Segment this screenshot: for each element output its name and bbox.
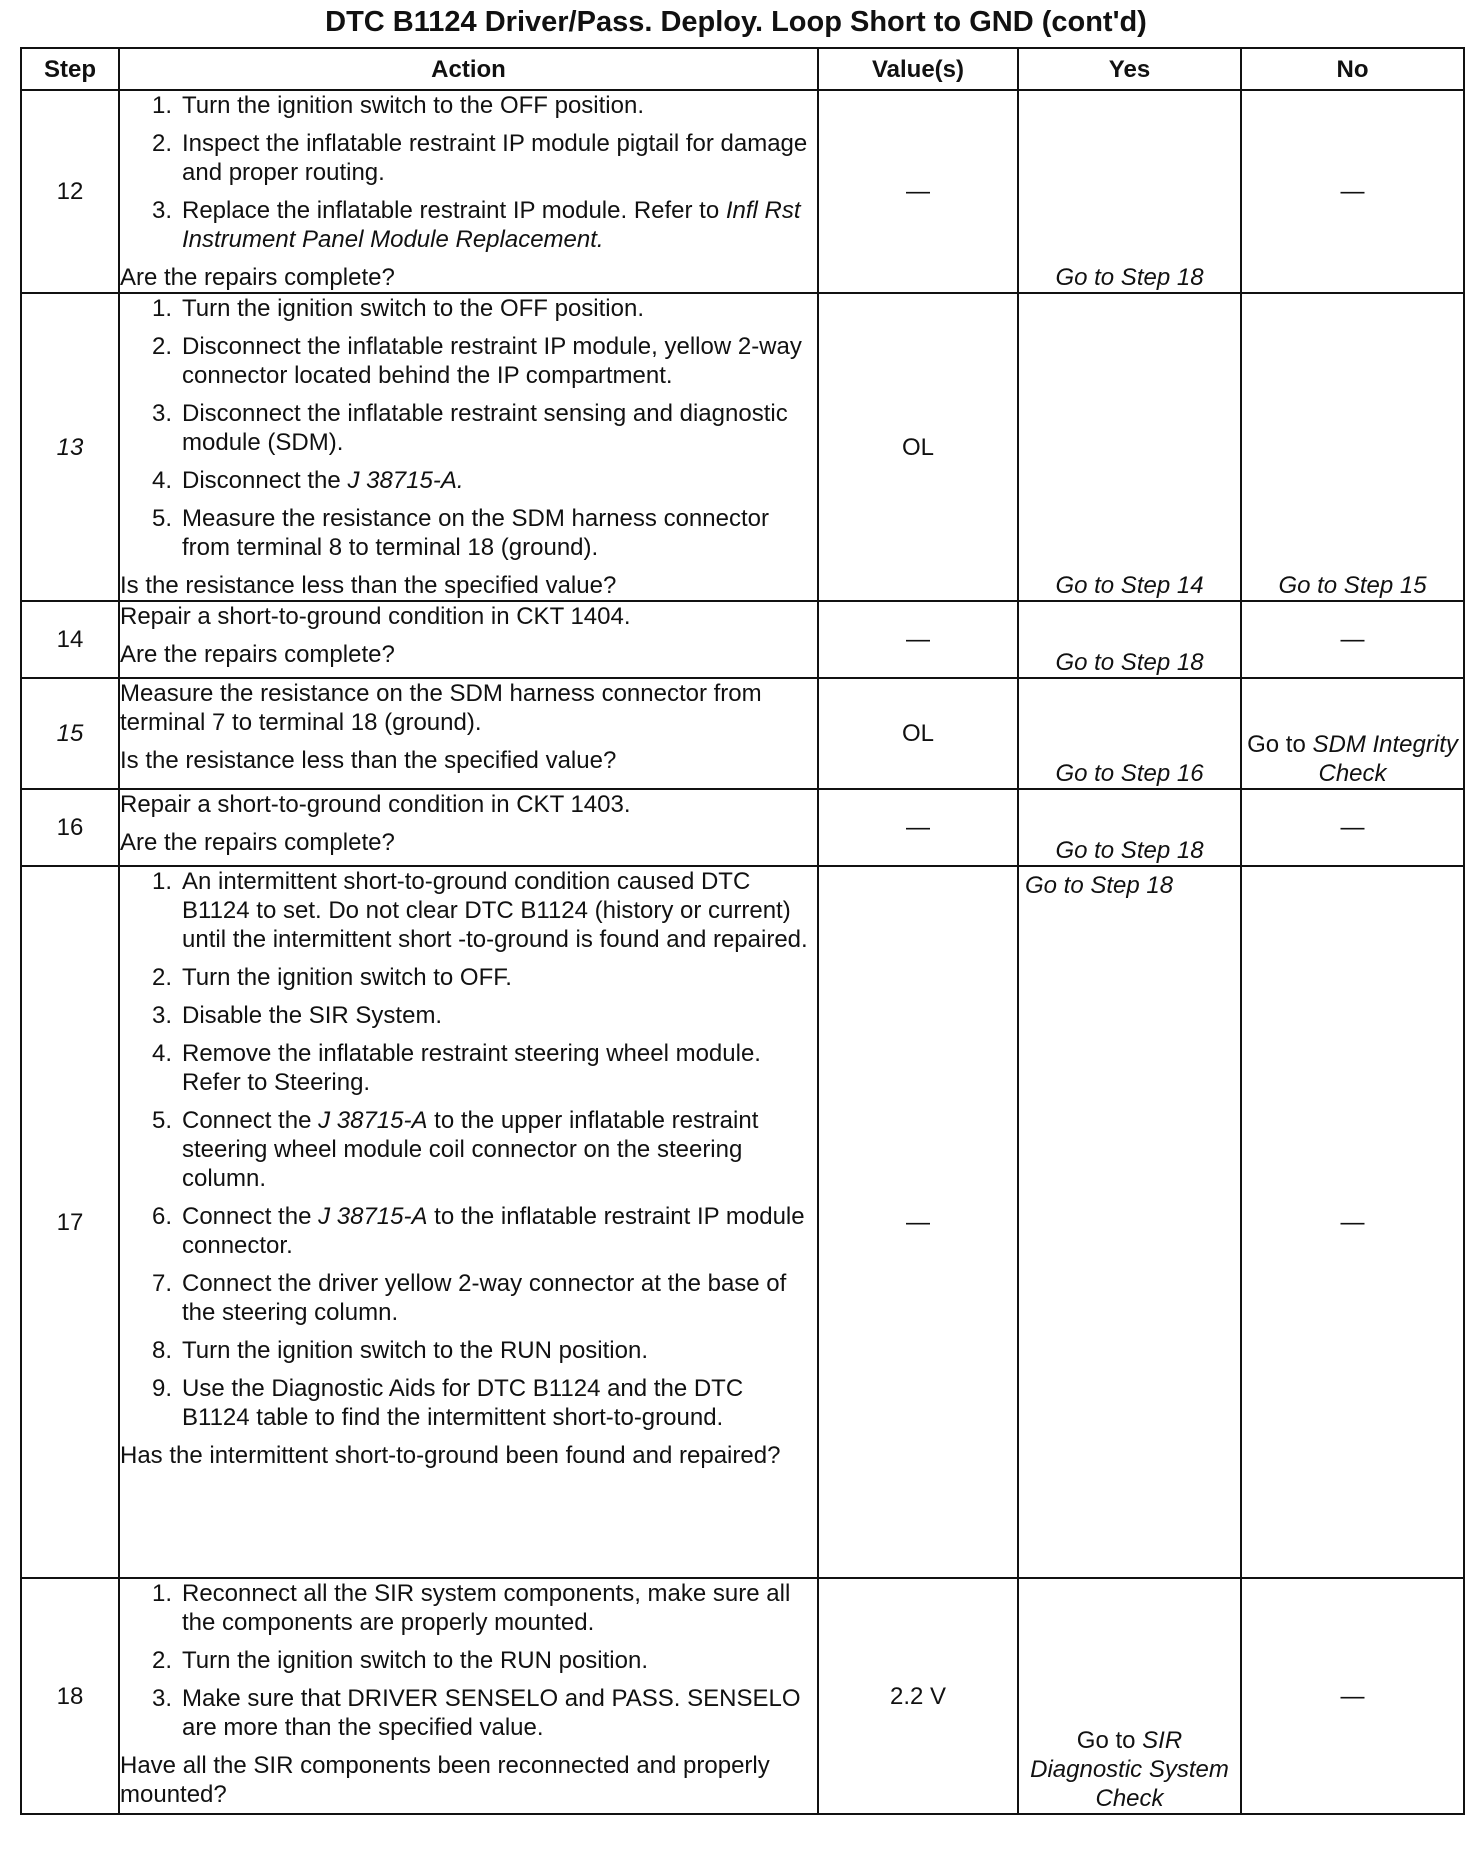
yes-cell: Go to Step 18 [1018, 90, 1241, 293]
action-item: 1. Turn the ignition switch to the OFF position. [151, 92, 644, 119]
step-number: 15 [21, 678, 119, 789]
action-item: 2. Inspect the inflatable restraint IP module pigtail for damage and proper routing. [151, 130, 808, 186]
action-cell [119, 1578, 818, 1814]
action-item: 3. Disconnect the inflatable restraint sensing and diagnostic module (SDM). [151, 400, 788, 456]
table-row-step-18 [21, 1578, 1464, 1814]
tool-reference: J 38715-A. [347, 467, 464, 494]
action-item: 4. Disconnect the J 38715-A. [151, 467, 464, 494]
diagnostic-table [20, 47, 1465, 1815]
action-text: Measure the resistance on the SDM harness connector from terminal 7 to terminal 18 (ground). [120, 680, 762, 736]
page-title: DTC B1124 Driver/Pass. Deploy. Loop Short to GND (cont'd) [325, 6, 1147, 38]
step-number: 13 [21, 293, 119, 601]
step-number: 18 [21, 1578, 119, 1814]
value-cell: — [818, 601, 1018, 678]
value-cell: — [818, 90, 1018, 293]
action-item: 3. Make sure that DRIVER SENSELO and PASS. SENSELO are more than the specified value. [151, 1685, 801, 1741]
action-item: 1. An intermittent short-to-ground condition caused DTC B1124 to set. Do not clear DTC B1124 (history or current) until the intermittent short -to-ground is found and repaired. [151, 868, 808, 953]
action-cell [119, 293, 818, 601]
tool-reference: J 38715-A [318, 1107, 428, 1134]
no-cell: Go to Step 15 [1241, 293, 1464, 601]
tool-reference: J 38715-A [318, 1203, 428, 1230]
table-row-step-17 [21, 866, 1464, 1578]
header-values: Value(s) [818, 48, 1018, 90]
action-item: 2. Disconnect the inflatable restraint IP module, yellow 2-way connector located behind the IP compartment. [151, 333, 802, 389]
action-cell [119, 601, 818, 678]
action-cell [119, 789, 818, 866]
table-row-step-16 [21, 789, 1464, 866]
value-cell: 2.2 V [818, 1578, 1018, 1814]
value-cell: — [818, 866, 1018, 1578]
yes-cell: Go to Step 16 [1018, 678, 1241, 789]
question-text: Has the intermittent short-to-ground been found and repaired? [120, 1442, 781, 1469]
action-item: 3. Replace the inflatable restraint IP module. Refer to Infl Rst Instrument Panel Module Replacement. [151, 197, 801, 253]
question-text: Is the resistance less than the specified value? [120, 572, 617, 599]
question-text: Are the repairs complete? [120, 641, 395, 668]
no-cell: — [1241, 789, 1464, 866]
value-cell: — [818, 789, 1018, 866]
action-item: 1. Reconnect all the SIR system components, make sure all the components are properly mounted. [151, 1580, 791, 1636]
action-cell [119, 90, 818, 293]
action-cell [119, 866, 818, 1578]
header-no: No [1241, 48, 1464, 90]
action-item: 2. Turn the ignition switch to OFF. [151, 964, 512, 991]
header-step: Step [21, 48, 119, 90]
action-item: 4. Remove the inflatable restraint steering wheel module. Refer to Steering. [151, 1040, 761, 1096]
action-cell [119, 678, 818, 789]
no-cell: — [1241, 90, 1464, 293]
step-number: 12 [21, 90, 119, 293]
step-number: 16 [21, 789, 119, 866]
action-item: 1. Turn the ignition switch to the OFF position. [151, 295, 644, 322]
question-text: Is the resistance less than the specified value? [120, 747, 617, 774]
action-text: Repair a short-to-ground condition in CKT 1403. [120, 791, 631, 818]
table-header-row [21, 48, 1464, 90]
yes-cell: Go to Step 14 [1018, 293, 1241, 601]
yes-cell: Go to Step 18 [1018, 866, 1241, 1578]
action-item: 9. Use the Diagnostic Aids for DTC B1124 and the DTC B1124 table to find the intermittent short-to-ground. [151, 1375, 744, 1431]
value-cell: OL [818, 293, 1018, 601]
procedure-reference: SIR Diagnostic System Check [1030, 1727, 1229, 1812]
question-text: Are the repairs complete? [120, 264, 395, 291]
table-row-step-14 [21, 601, 1464, 678]
action-item: 8. Turn the ignition switch to the RUN position. [151, 1337, 648, 1364]
action-item: 5. Measure the resistance on the SDM harness connector from terminal 8 to terminal 18 (ground). [151, 505, 769, 561]
yes-cell: Go to SIR Diagnostic System Check [1018, 1578, 1241, 1814]
yes-cell: Go to Step 18 [1018, 789, 1241, 866]
no-cell: — [1241, 601, 1464, 678]
action-item: 7. Connect the driver yellow 2-way connector at the base of the steering column. [151, 1270, 787, 1326]
action-item: 6. Connect the J 38715-A to the inflatable restraint IP module connector. [151, 1203, 805, 1259]
action-item: 2. Turn the ignition switch to the RUN position. [151, 1647, 648, 1674]
no-cell: — [1241, 1578, 1464, 1814]
action-text: Repair a short-to-ground condition in CKT 1404. [120, 603, 631, 630]
procedure-reference: Infl Rst Instrument Panel Module Replacement. [182, 197, 801, 253]
step-number: 14 [21, 601, 119, 678]
table-row-step-12 [21, 90, 1464, 293]
procedure-reference: SDM Integrity Check [1312, 731, 1458, 787]
action-item: 3. Disable the SIR System. [151, 1002, 443, 1029]
header-yes: Yes [1018, 48, 1241, 90]
yes-cell: Go to Step 18 [1018, 601, 1241, 678]
table-row-step-15 [21, 678, 1464, 789]
no-cell: — [1241, 866, 1464, 1578]
question-text: Are the repairs complete? [120, 829, 395, 856]
header-action: Action [119, 48, 818, 90]
table-row-step-13 [21, 293, 1464, 601]
step-number: 17 [21, 866, 119, 1578]
question-text: Have all the SIR components been reconnected and properly mounted? [120, 1752, 770, 1808]
action-item: 5. Connect the J 38715-A to the upper inflatable restraint steering wheel module coil connector on the steering column. [151, 1107, 759, 1192]
value-cell: OL [818, 678, 1018, 789]
no-cell: Go to SDM Integrity Check [1241, 678, 1464, 789]
